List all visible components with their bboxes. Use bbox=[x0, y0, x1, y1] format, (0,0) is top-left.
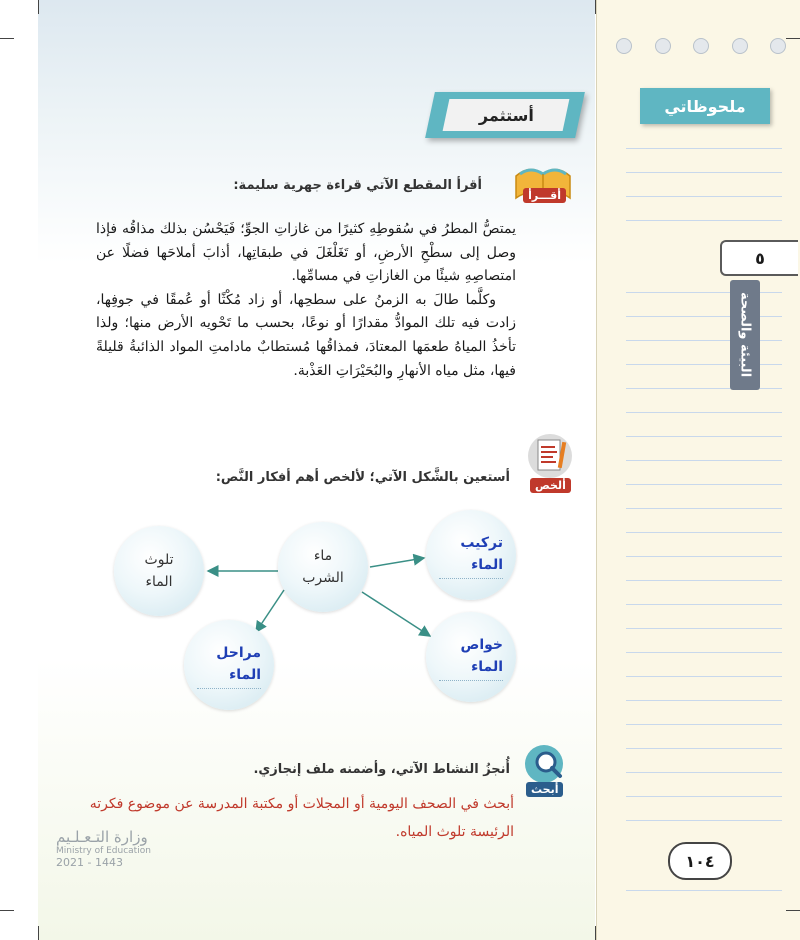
center-bubble bbox=[278, 522, 368, 612]
activity-text: أبحث في الصحف اليومية أو المجلات أو مكتبة المدرسة عن موضوع فكرته الرئيسة تلوث المياه. bbox=[89, 796, 514, 840]
crop-mark bbox=[0, 38, 14, 39]
open-book-icon bbox=[512, 158, 574, 220]
ring-hole-icon bbox=[616, 38, 632, 54]
document-icon bbox=[526, 432, 574, 496]
summarize-instruction: أستعين بالشَّكل الآتي؛ لألخص أهم أفكار النَّص: bbox=[215, 470, 510, 485]
ring-hole-icon bbox=[770, 38, 786, 54]
chapter-number: ٥ bbox=[720, 240, 798, 276]
composition-line2: الماء bbox=[471, 556, 503, 573]
composition-bubble bbox=[426, 510, 516, 600]
read-icon-label: أقـــرأ bbox=[523, 188, 566, 203]
pollution-line1: تلوث bbox=[144, 552, 174, 568]
arrow-to-composition bbox=[370, 558, 424, 567]
notes-heading: ملحوظاتي bbox=[640, 88, 770, 124]
stages-line2: الماء bbox=[229, 666, 261, 683]
ring-hole-icon bbox=[655, 38, 671, 54]
passage-paragraph: وكلَّما طالَ به الزمنُ على سطحِها، أو زاد مُكْثًا أو عُمقًا في جوفِها، زادت فيه تلك الموادُّ مقدارًا أو نوعًا، بحسب ما تَحْويه الأرض منها؛ ولذا تأخذُ المياهُ طعمَها المعتادَ، فمذاقُها مُستطابٌ مادامتِ المواد الذائبةُ قليلةً فيها، مثل مياه الأنهارِ والبُحَيْرَاتِ العَذْبة. bbox=[96, 291, 516, 379]
center-line2: الشرب bbox=[302, 570, 344, 586]
passage-paragraph: يمتصُّ المطرُ في سُقوطِهِ كثيرًا من غازاتِ الجوِّ؛ فَيَحْسُن بذلك مذاقُه فإذا وصل إلى سطْحِ الأرضِ، أو تَغَلْغَلَ في طبقاتِها، أذابَ أملاحَها فضلًا عن امتصاصِهِ شيئًا من الغازاتِ في مسامِّها. bbox=[96, 221, 516, 285]
properties-bubble bbox=[426, 612, 516, 702]
ring-hole-icon bbox=[693, 38, 709, 54]
binder-ring-holes bbox=[616, 38, 786, 58]
arrow-to-stages bbox=[256, 590, 284, 632]
section-title-box bbox=[443, 99, 570, 131]
research-icon-label: أبحث bbox=[526, 782, 563, 797]
stages-line1: مراحل bbox=[216, 644, 261, 661]
section-title: أستثمر bbox=[478, 105, 534, 125]
reading-passage bbox=[96, 218, 516, 383]
read-instruction: أقرأ المقطع الآتي قراءة جهرية سليمة: bbox=[233, 178, 482, 193]
summarize-icon-label: ألخص bbox=[530, 478, 571, 493]
ministry-year: 2021 - 1443 bbox=[56, 856, 123, 869]
crop-mark bbox=[595, 926, 596, 940]
page-number: ١٠٤ bbox=[668, 842, 732, 880]
summary-diagram bbox=[100, 500, 540, 750]
crop-mark bbox=[786, 38, 800, 39]
magnifier-icon bbox=[520, 744, 574, 800]
pollution-line2: الماء bbox=[145, 574, 173, 590]
ministry-watermark bbox=[56, 828, 151, 869]
properties-line2: الماء bbox=[471, 658, 503, 675]
chapter-title: البيئة والصحة bbox=[730, 280, 760, 390]
crop-mark bbox=[786, 910, 800, 911]
crop-mark bbox=[38, 0, 39, 14]
properties-line1: خواص bbox=[460, 636, 503, 653]
arrow-to-properties bbox=[362, 592, 430, 636]
pollution-bubble bbox=[114, 526, 204, 616]
crop-mark bbox=[0, 910, 14, 911]
notes-panel bbox=[596, 0, 800, 940]
crop-mark bbox=[38, 926, 39, 940]
composition-line1: تركيب bbox=[460, 534, 503, 551]
center-line1: ماء bbox=[313, 548, 333, 564]
crop-mark bbox=[595, 0, 596, 14]
activity-instruction: أُنجزُ النشاط الآتي، وأضمنه ملف إنجازي. bbox=[253, 762, 510, 777]
ring-hole-icon bbox=[732, 38, 748, 54]
stages-bubble bbox=[184, 620, 274, 710]
ministry-arabic: وزارة التـعـلـيم bbox=[56, 828, 148, 846]
ministry-english: Ministry of Education bbox=[56, 846, 151, 856]
